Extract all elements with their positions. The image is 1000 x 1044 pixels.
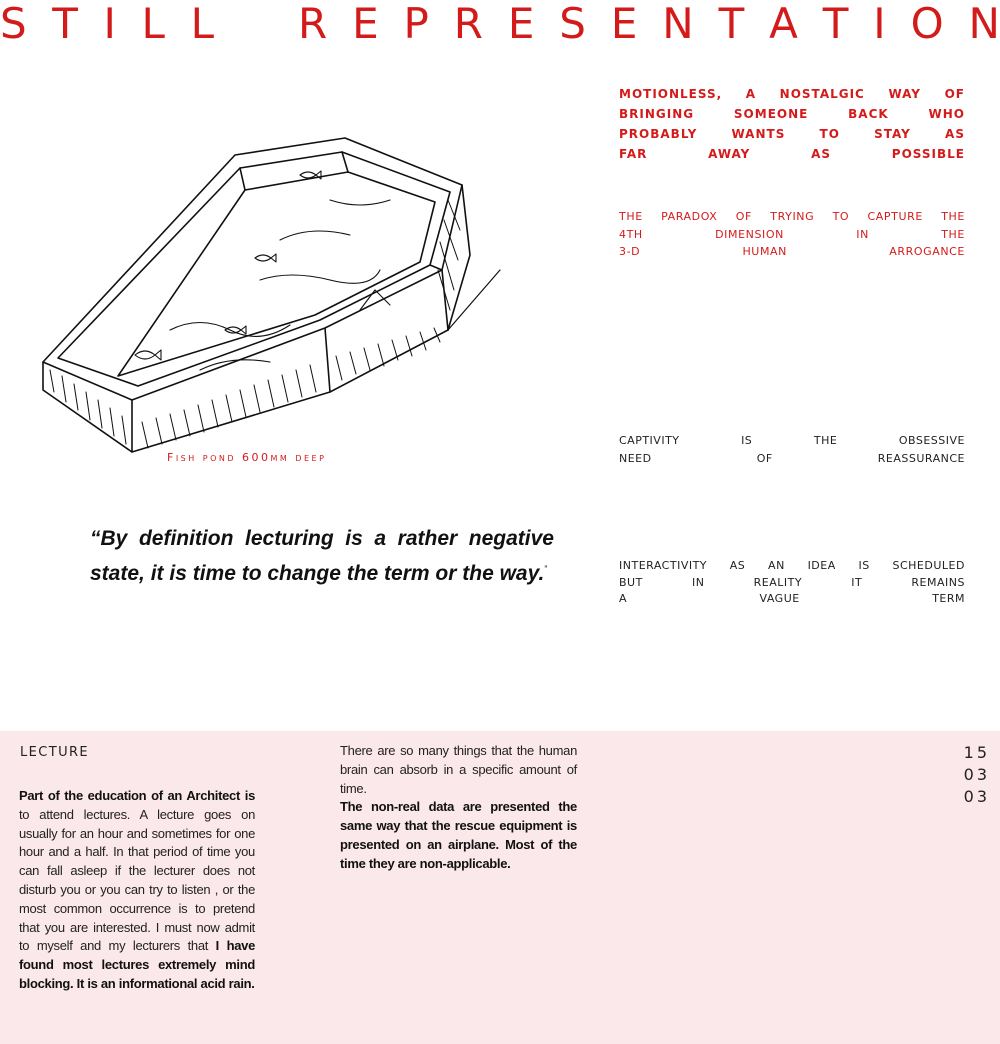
statement-word: AWAY [708,147,751,161]
statement-word: BRINGING [619,107,695,121]
statement-word: THE [619,210,643,223]
title-letter: E [507,0,535,48]
statement-word: AS [729,559,746,572]
title-letter: N [662,0,694,48]
statement-word: TO [819,127,840,141]
statement-word: A [745,87,757,101]
statement-word: IN [856,227,869,241]
statement-line [619,104,965,124]
statement-word: SCHEDULED [892,559,965,572]
statement-word: 3-D [619,245,641,258]
statement-word: 4TH [619,227,643,241]
statement-word: IS [858,559,870,572]
statement-word: WAY [888,87,921,101]
statement-word: STAY [874,127,911,141]
statement-paradox [619,208,965,261]
title-letter: P [403,0,429,48]
statement-word: ARROGANCE [889,245,965,258]
statement-word: BACK [848,107,889,121]
statement-word: NEED [619,451,652,465]
title-letter: L [141,0,165,48]
sketch-caption: Fish pond 600mm deep [167,451,327,464]
statement-word: TRYING [770,210,815,223]
statement-line [619,144,965,164]
title-letter: S [0,0,27,48]
title-letter: E [352,0,379,48]
title-letter: A [769,0,798,48]
statement-word: IN [692,575,705,589]
statement-word: IT [851,575,863,589]
statement-word: OF [944,87,965,101]
title-letter: I [873,0,886,48]
statement-word: SOMEONE [733,107,809,121]
statement-word: OBSESSIVE [898,434,965,447]
statement-word: NOSTALGIC [779,87,865,101]
title-letter: O [910,0,944,48]
col2-paragraph-1: There are so many things that the human brain can absorb in a specific amount of time. [340,743,577,796]
statement-word: THE [941,227,965,241]
statement-line [619,124,965,144]
statement-word: IDEA [807,559,836,572]
statement-word: FAR [619,147,648,161]
statement-word: THE [941,210,965,223]
col1-bold-2: I have found most lectures extremely mind blocking. It is an informational acid rain. [19,938,255,991]
title-letter: R [453,0,483,48]
date-year: 03 [963,787,990,806]
statement-word: DIMENSION [715,227,784,241]
statement-line [619,591,965,608]
statement-word: MOTIONLESS, [619,87,723,101]
date-month: 03 [963,765,990,784]
title-letter: I [103,0,116,48]
statement-motionless [619,84,965,164]
statement-line [619,208,965,226]
col2-paragraph-2: The non-real data are presented the same way that the rescue equipment is presented on an airplane. Most of the time they are non-applicable. [340,799,577,871]
statement-line [619,432,965,450]
statement-word: IS [741,434,753,447]
statement-word: AS [811,147,832,161]
statement-word: PARADOX [661,210,718,223]
statement-line [619,450,965,468]
statement-line [619,84,965,104]
statement-word: OF [756,451,773,465]
statement-word: INTERACTIVITY [619,559,708,572]
coffin-pond-sketch [30,130,510,470]
title-letter: T [52,0,78,48]
statement-word: CAPTURE [867,210,923,223]
statement-word: WANTS [731,127,786,141]
title-letter: S [559,0,586,48]
col1-text: to attend lectures. A lecture goes on usually for an hour and sometimes for one hour and a half. In that period of time you can fall asleep if the lecturer does not disturb you or you can try to listen , or the most common occurrence is to pretend that you are interested. I must now admit to myself and my lecturers that [19,806,255,954]
statement-line [619,226,965,244]
title-letter: L [190,0,214,48]
title-letter: T [822,0,849,48]
statement-word: PROBABLY [619,127,698,141]
statement-word: AN [768,559,785,572]
statement-word: WHO [928,107,965,121]
statement-word: THE [813,434,838,447]
statement-word: POSSIBLE [891,147,965,161]
statement-word: REALITY [753,575,803,589]
statement-word: CAPTIVITY [619,434,680,447]
lecture-heading: LECTURE [20,745,90,760]
title-word-still [0,2,214,46]
quote [90,524,554,589]
lecture-column-2 [340,742,577,874]
statement-word: REMAINS [911,575,965,589]
title-letter: R [298,0,328,48]
title-letter: E [610,0,638,48]
lecture-column-1 [19,787,255,994]
statement-word: REASSURANCE [877,451,965,465]
statement-line [619,558,965,575]
title-letter: T [718,0,745,48]
statement-word: OF [735,210,752,223]
statement-captivity [619,432,965,467]
quote-text: “By definition lecturing is a rather negative state, it is time to change the term or the way. [90,527,554,585]
statement-word: VAGUE [759,592,800,605]
quote-close-mark: ” [544,564,548,574]
statement-word: TERM [932,592,965,605]
date-day: 15 [963,743,990,762]
statement-word: TO [832,210,850,223]
page-title [0,2,1000,46]
title-letter: N [968,0,1000,48]
statement-word: BUT [619,575,643,589]
date-stamp [950,742,990,808]
title-word-representation [298,2,1000,46]
statement-word: A [619,592,628,605]
statement-line [619,575,965,592]
statement-line [619,243,965,261]
statement-word: AS [945,127,965,141]
col1-bold-1: Part of the education of an Architect is [19,788,255,803]
statement-interactivity [619,558,965,608]
statement-word: HUMAN [742,245,788,258]
